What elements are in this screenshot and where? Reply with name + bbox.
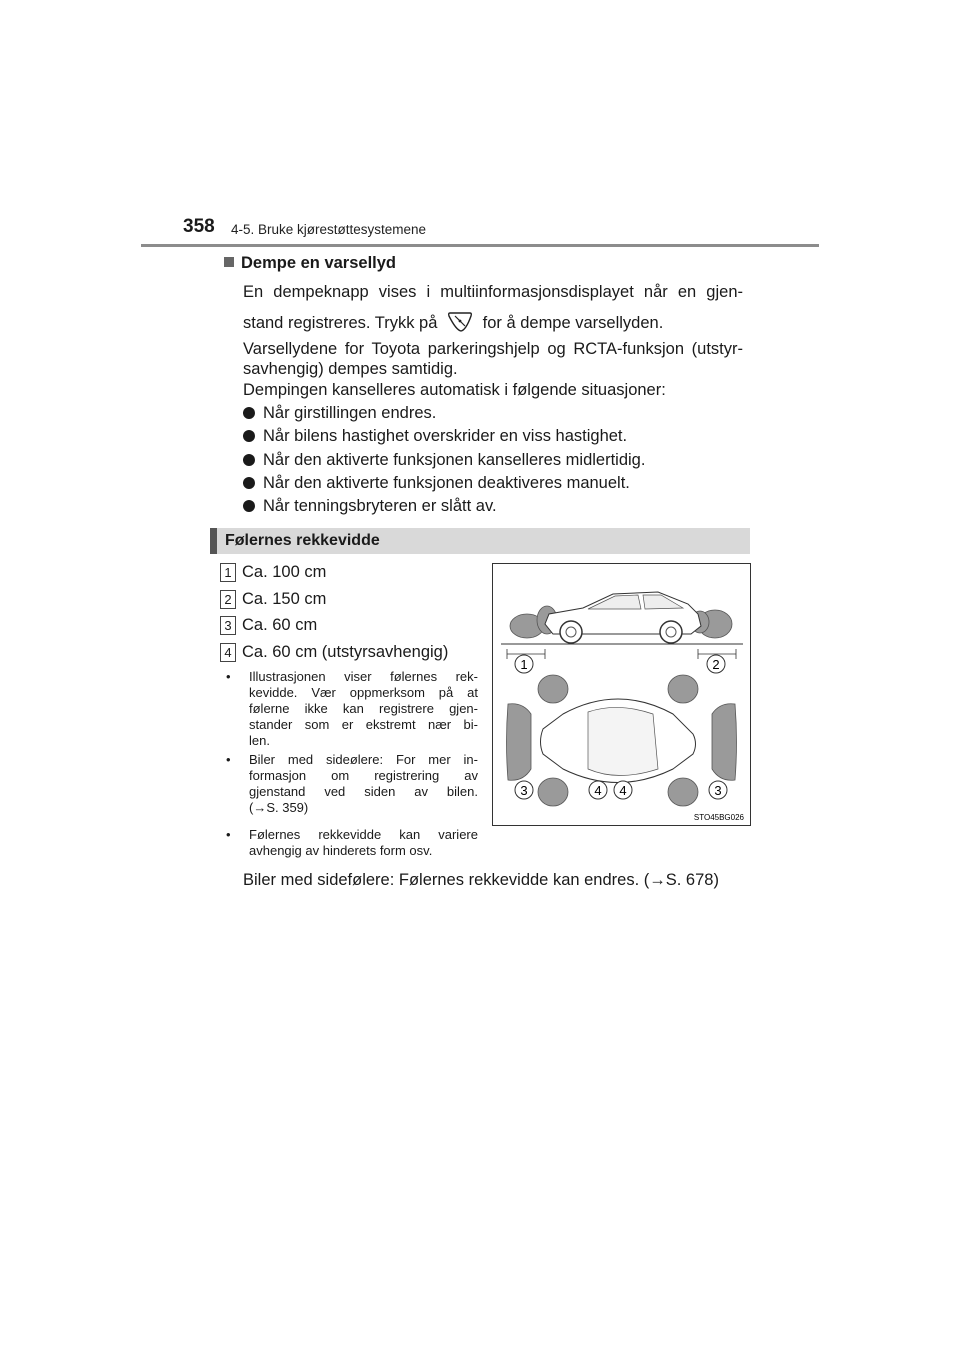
side-view-car bbox=[501, 592, 743, 659]
svg-text:4: 4 bbox=[594, 783, 602, 798]
mute-button-icon bbox=[446, 310, 474, 334]
callout-4-right bbox=[614, 781, 632, 799]
mute-line-2: stand registreres. Trykk på for å dempe varsellyden. bbox=[243, 310, 663, 334]
svg-text:2: 2 bbox=[712, 657, 720, 672]
mute-line-1: En dempeknapp vises i multiinformasjonsdisplayet når en gjen- bbox=[243, 283, 743, 301]
square-bullet-icon bbox=[224, 257, 234, 267]
list-item: Når girstillingen endres. bbox=[243, 403, 436, 423]
figure-code: STO45BG026 bbox=[693, 813, 744, 822]
note-line: gjenstand ved siden av bilen. bbox=[249, 784, 478, 799]
range-item-4: 4 Ca. 60 cm (utstyrsavhengig) bbox=[220, 642, 448, 662]
svg-text:4: 4 bbox=[619, 783, 627, 798]
range-item-2: 2 Ca. 150 cm bbox=[220, 589, 326, 609]
note-line: stander som er ekstremt nær bi- bbox=[249, 717, 478, 732]
callout-badge: 1 bbox=[220, 563, 236, 582]
svg-text:1: 1 bbox=[520, 657, 528, 672]
note-line[interactable]: (→S. 359) bbox=[249, 800, 309, 815]
note-bullet: • bbox=[226, 669, 231, 684]
note-line: len. bbox=[249, 733, 270, 748]
banner-title: Følernes rekkevidde bbox=[225, 532, 380, 549]
callout-3-right bbox=[709, 781, 727, 799]
bullet-dot-icon bbox=[243, 407, 255, 419]
note-line: Illustrasjonen viser følernes rek- bbox=[249, 669, 478, 684]
note-line: avhengig av hinderets form osv. bbox=[249, 843, 433, 858]
mute-line-5: Dempingen kanselleres automatisk i følgende situasjoner: bbox=[243, 381, 666, 399]
mute-line-3: Varsellydene for Toyota parkeringshjelp og RCTA-funksjon (utstyr- bbox=[243, 340, 743, 358]
note-line: følerne ikke kan registrere gjen- bbox=[249, 701, 478, 716]
section-title: 4-5. Bruke kjørestøttesystemene bbox=[231, 222, 427, 237]
callout-4-left bbox=[589, 781, 607, 799]
note-bullet: • bbox=[226, 827, 231, 842]
bullet-dot-icon bbox=[243, 477, 255, 489]
sensor-range-diagram bbox=[493, 564, 750, 825]
note-bullet: • bbox=[226, 752, 231, 767]
list-item: Når bilens hastighet overskrider en viss hastighet. bbox=[243, 426, 627, 446]
callout-1 bbox=[515, 655, 533, 673]
mute-line-4: savhengig) dempes samtidig. bbox=[243, 360, 458, 378]
list-item: Når den aktiverte funksjonen kanselleres midlertidig. bbox=[243, 450, 645, 470]
svg-text:3: 3 bbox=[520, 783, 528, 798]
callout-badge: 4 bbox=[220, 643, 236, 662]
page-number: 358 bbox=[183, 216, 215, 237]
note-line: kevidde. Vær oppmerksom på at bbox=[249, 685, 478, 700]
svg-text:3: 3 bbox=[714, 783, 722, 798]
sensor-range-figure bbox=[492, 563, 751, 826]
list-item: Når tenningsbryteren er slått av. bbox=[243, 496, 497, 516]
callout-2 bbox=[707, 655, 725, 673]
range-footer: Biler med sidefølere: Følernes rekkevidde kan endres. (→S. 678) bbox=[243, 871, 719, 889]
range-item-1: 1 Ca. 100 cm bbox=[220, 562, 326, 582]
bullet-dot-icon bbox=[243, 454, 255, 466]
bullet-dot-icon bbox=[243, 500, 255, 512]
note-line: Biler med sideølere: For mer in- bbox=[249, 752, 478, 767]
note-line: Følernes rekkevidde kan variere bbox=[249, 827, 478, 842]
callout-badge: 3 bbox=[220, 616, 236, 635]
mute-heading: Dempe en varsellyd bbox=[224, 253, 396, 273]
bullet-dot-icon bbox=[243, 430, 255, 442]
section-banner bbox=[210, 528, 750, 554]
range-item-3: 3 Ca. 60 cm bbox=[220, 615, 317, 635]
callout-badge: 2 bbox=[220, 590, 236, 609]
list-item: Når den aktiverte funksjonen deaktiveres manuelt. bbox=[243, 473, 630, 493]
header-rule bbox=[141, 244, 819, 247]
banner-accent bbox=[210, 528, 217, 554]
callout-3-left bbox=[515, 781, 533, 799]
note-line: formasjon om registrering av bbox=[249, 768, 478, 783]
